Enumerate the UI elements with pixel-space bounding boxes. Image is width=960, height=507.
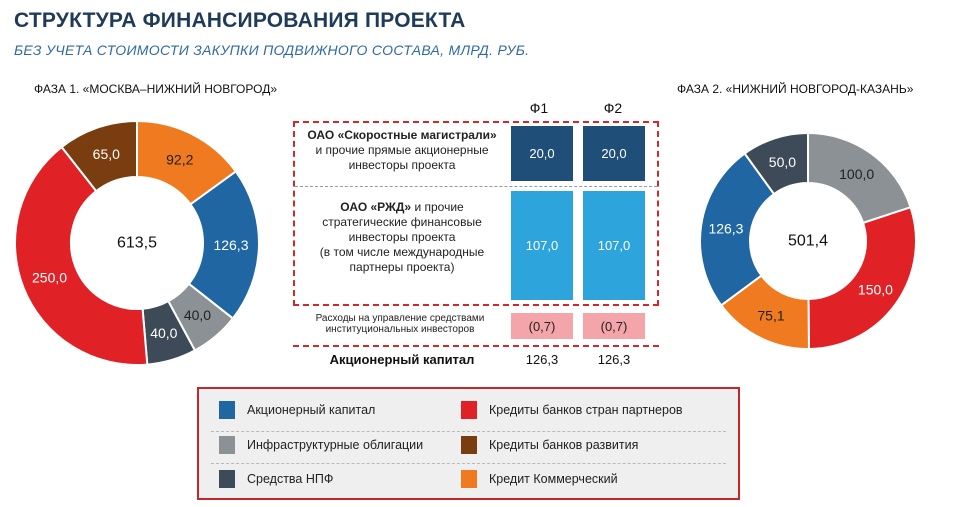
row2-text-line3: инвесторы проекта <box>348 230 456 244</box>
page-subtitle: БЕЗ УЧЕТА СТОИМОСТИ ЗАКУПКИ ПОДВИЖНОГО СОСТАВА, МЛРД. РУБ. <box>14 42 530 58</box>
legend-item-commercial <box>461 470 618 488</box>
donut-slice-label: 250,0 <box>32 269 68 286</box>
total-f2: 126,3 <box>597 352 631 367</box>
row3-text-line1: Расходы на управление средствами <box>315 313 485 324</box>
cell-strategic-f2: 107,0 <box>583 191 645 300</box>
legend-swatch-commercial <box>461 470 477 488</box>
donut-slice-label: 75,1 <box>757 307 785 324</box>
legend-label: Кредиты банков стран партнеров <box>489 403 683 417</box>
row1-bold-text: ОАО «Скоростные магистрали» <box>307 128 497 142</box>
phase1-title: ФАЗА 1. «МОСКВА–НИЖНИЙ НОВГОРОД» <box>34 82 277 96</box>
cell-strategic-f1: 107,0 <box>511 191 573 300</box>
page-title: СТРУКТУРА ФИНАНСИРОВАНИЯ ПРОЕКТА <box>14 9 466 32</box>
row2-bold-text: ОАО «РЖД» <box>340 200 412 214</box>
legend-item-infra-bonds <box>219 436 423 454</box>
legend-label: Кредиты банков развития <box>489 438 639 452</box>
legend-item-npf <box>219 470 333 488</box>
donut-slice-label: 100,0 <box>839 165 875 182</box>
donut-slice-label: 40,0 <box>150 325 178 342</box>
row-management-costs-label <box>294 313 506 335</box>
legend-swatch-npf <box>219 470 235 488</box>
legend-label: Акционерный капитал <box>247 403 376 417</box>
donut-total-value: 613,5 <box>116 234 158 252</box>
legend-swatch-equity <box>219 401 235 419</box>
total-row-label: Акционерный капитал <box>329 352 475 367</box>
legend-item-equity <box>219 401 375 419</box>
row2-text-line2: стратегические финансовые <box>322 215 482 229</box>
legend-label: Средства НПФ <box>247 472 334 486</box>
total-divider <box>293 345 659 347</box>
column-header-f1: Ф1 <box>529 100 549 116</box>
donut-slice-label: 150,0 <box>857 281 893 298</box>
donut-slice-label: 50,0 <box>768 154 797 171</box>
donut-slice-label: 65,0 <box>92 146 120 163</box>
row2-text-line1: и прочие <box>411 200 464 214</box>
column-header-f2: Ф2 <box>603 100 623 116</box>
legend-item-bank-partners <box>461 401 683 419</box>
row2-text-line5: партнеры проекта) <box>349 260 455 274</box>
legend-label: Инфраструктурные облигации <box>247 438 424 452</box>
cell-direct-f1: 20,0 <box>511 126 573 181</box>
donut-slice-label: 40,0 <box>183 306 212 323</box>
legend <box>197 387 740 500</box>
row1-text-line3: инвесторы проекта <box>348 158 456 172</box>
legend-item-dev-banks <box>461 436 638 454</box>
row2-text-line4: (в том числе международные <box>319 245 485 259</box>
row-divider <box>295 186 657 187</box>
legend-divider <box>211 463 726 464</box>
donut-slice-label: 126,3 <box>708 220 744 237</box>
row3-text-line2: институциональных инвесторов <box>325 324 475 335</box>
cell-direct-f2: 20,0 <box>583 126 645 181</box>
legend-divider <box>211 431 726 432</box>
cell-costs-f2: (0,7) <box>583 313 645 339</box>
row-direct-investors-label <box>297 128 507 173</box>
cell-costs-f1: (0,7) <box>511 313 573 339</box>
donut-slice-label: 126,3 <box>213 236 249 253</box>
row1-text-line2: и прочие прямые акционерные <box>315 143 489 157</box>
legend-label: Кредит Коммерческий <box>489 472 618 486</box>
phase1-donut-chart <box>9 115 265 371</box>
phase2-title: ФАЗА 2. «НИЖНИЙ НОВГОРОД-КАЗАНЬ» <box>677 82 914 96</box>
phase2-donut-chart <box>693 126 923 356</box>
legend-swatch-infra-bonds <box>219 436 235 454</box>
legend-swatch-dev-banks <box>461 436 477 454</box>
row-strategic-investors-label <box>297 200 507 275</box>
total-f1: 126,3 <box>525 352 559 367</box>
donut-total-value: 501,4 <box>787 232 829 250</box>
legend-swatch-bank-partners <box>461 401 477 419</box>
donut-slice-label: 92,2 <box>166 151 194 168</box>
